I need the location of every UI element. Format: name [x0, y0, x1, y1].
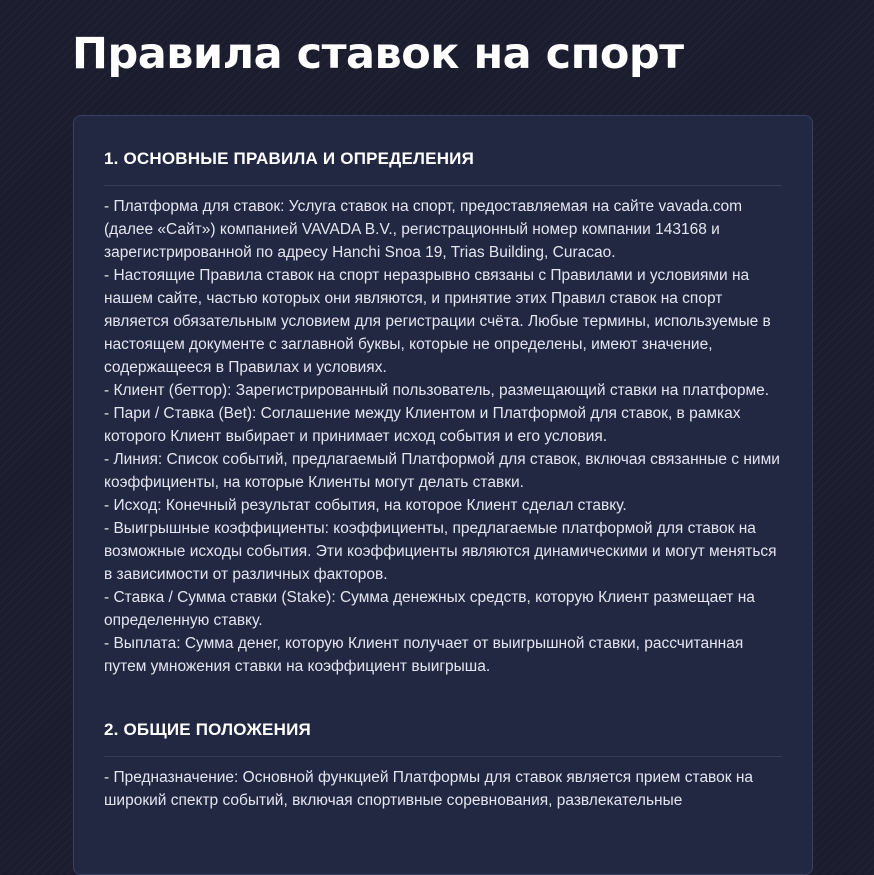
rule-paragraph: - Исход: Конечный результат события, на которое Клиент сделал ставку. — [104, 497, 627, 514]
rule-paragraph: - Настоящие Правила ставок на спорт неразрывно связаны с Правилами и условиями на нашем сайте, частью которых они являются, и принятие этих Правил ставок на спорт является обязательным условием для регистрации счёта. Любые термины, используемые в настоящем документе с заглавной буквы, которые не определены, имеют значение, содержащееся в Правилах и условиях. — [104, 267, 771, 376]
section-basic-rules — [104, 146, 782, 678]
rule-paragraph: - Ставка / Сумма ставки (Stake): Сумма денежных средств, которую Клиент размещает на определенную ставку. — [104, 589, 755, 629]
rules-card — [73, 115, 813, 875]
section-body — [104, 757, 782, 812]
rule-paragraph: - Линия: Список событий, предлагаемый Платформой для ставок, включая связанные с ними коэффициенты, на которые Клиенты могут делать ставки. — [104, 451, 780, 491]
section-title: 2. ОБЩИЕ ПОЛОЖЕНИЯ — [104, 717, 782, 757]
rule-paragraph: - Выплата: Сумма денег, которую Клиент получает от выигрышной ставки, рассчитанная путем умножения ставки на коэффициент выигрыша. — [104, 635, 744, 675]
rule-paragraph: - Платформа для ставок: Услуга ставок на спорт, предоставляемая на сайте vavada.com (далее «Сайт») компанией VAVADA B.V., регистрационный номер компании 143168 и зарегистрированной по адресу Hanchi Snoa 19, Trias Building, Curacao. — [104, 198, 743, 261]
section-general-provisions — [104, 717, 782, 812]
rule-paragraph: - Предназначение: Основной функцией Платформы для ставок является прием ставок на широкий спектр событий, включая спортивные соревнования, развлекательные — [104, 769, 754, 809]
rule-paragraph: - Клиент (беттор): Зарегистрированный пользователь, размещающий ставки на платформе. — [104, 382, 770, 399]
rule-paragraph: - Выигрышные коэффициенты: коэффициенты, предлагаемые платформой для ставок на возможные исходы события. Эти коэффициенты являются динамическими и могут меняться в зависимости от различных факторов. — [104, 520, 777, 583]
rule-paragraph: - Пари / Ставка (Bet): Соглашение между Клиентом и Платформой для ставок, в рамках которого Клиент выбирает и принимает исход события и его условия. — [104, 405, 741, 445]
section-body — [104, 186, 782, 678]
page-title: Правила ставок на спорт — [72, 29, 684, 79]
section-title: 1. ОСНОВНЫЕ ПРАВИЛА И ОПРЕДЕЛЕНИЯ — [104, 146, 782, 186]
